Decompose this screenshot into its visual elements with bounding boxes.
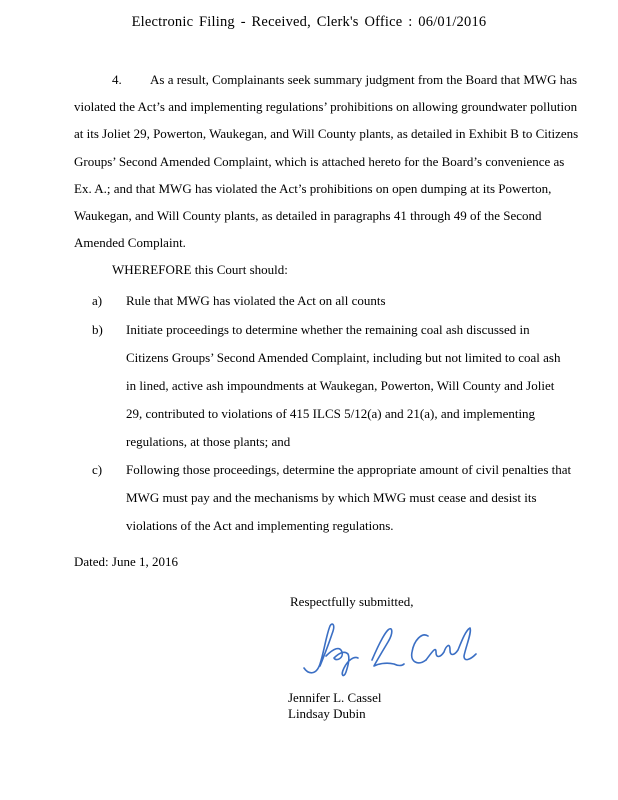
list-line: regulations, at those plants; and: [126, 434, 291, 449]
list-line: Initiate proceedings to determine whether the remaining coal ash discussed in: [126, 322, 530, 337]
filing-stamp-header: Electronic Filing - Received, Clerk's Office : 06/01/2016: [131, 14, 487, 30]
request-item-c: [92, 456, 571, 540]
list-line: in lined, active ash impoundments at Waukegan, Powerton, Will County and Joliet: [126, 378, 555, 393]
list-line: Rule that MWG has violated the Act on all counts: [126, 293, 386, 308]
list-line: MWG must pay and the mechanisms by which MWG must cease and desist its: [126, 490, 537, 505]
paragraph-line: 4. As a result, Complainants seek summary judgment from the Board that MWG has: [74, 66, 574, 93]
list-marker: c): [92, 462, 103, 477]
signer-name: Jennifer L. Cassel: [288, 690, 382, 705]
signer-name: Lindsay Dubin: [288, 706, 366, 721]
closing-line: Respectfully submitted,: [290, 594, 414, 609]
paragraph-line: violated the Act’s and implementing regulations’ prohibitions on allowing groundwater pollution: [74, 99, 578, 115]
paragraph-line: Ex. A.; and that MWG has violated the Act’s prohibitions on open dumping at its Powerton,: [74, 180, 552, 196]
paragraph-4: [74, 66, 579, 256]
paragraph-number: 4.: [112, 72, 122, 87]
date-line: Dated: June 1, 2016: [74, 554, 178, 569]
wherefore-clause: WHEREFORE this Court should:: [112, 262, 288, 277]
list-line: 29, contributed to violations of 415 ILCS 5/12(a) and 21(a), and implementing: [126, 406, 536, 421]
list-marker: b): [92, 322, 103, 337]
paragraph-line: Groups’ Second Amended Complaint, which is attached hereto for the Board’s convenience as: [74, 153, 565, 169]
request-item-b: [92, 316, 560, 456]
paragraph-line: Amended Complaint.: [74, 235, 186, 251]
signature-strokes: [304, 624, 476, 675]
paragraph-line: at its Joliet 29, Powerton, Waukegan, and Will County plants, as detailed in Exhibit B to Citizens: [74, 126, 579, 142]
list-line: Citizens Groups’ Second Amended Complaint, including but not limited to coal ash: [126, 350, 561, 365]
list-marker: a): [92, 293, 103, 308]
paragraph-line: Waukegan, and Will County plants, as detailed in paragraphs 41 through 49 of the Second: [74, 208, 542, 224]
list-line: Following those proceedings, determine the appropriate amount of civil penalties that: [126, 462, 572, 477]
signer-names: [288, 690, 382, 722]
handwritten-signature: [286, 616, 486, 686]
request-item-a: [92, 287, 386, 315]
list-line: violations of the Act and implementing regulations.: [126, 518, 394, 533]
